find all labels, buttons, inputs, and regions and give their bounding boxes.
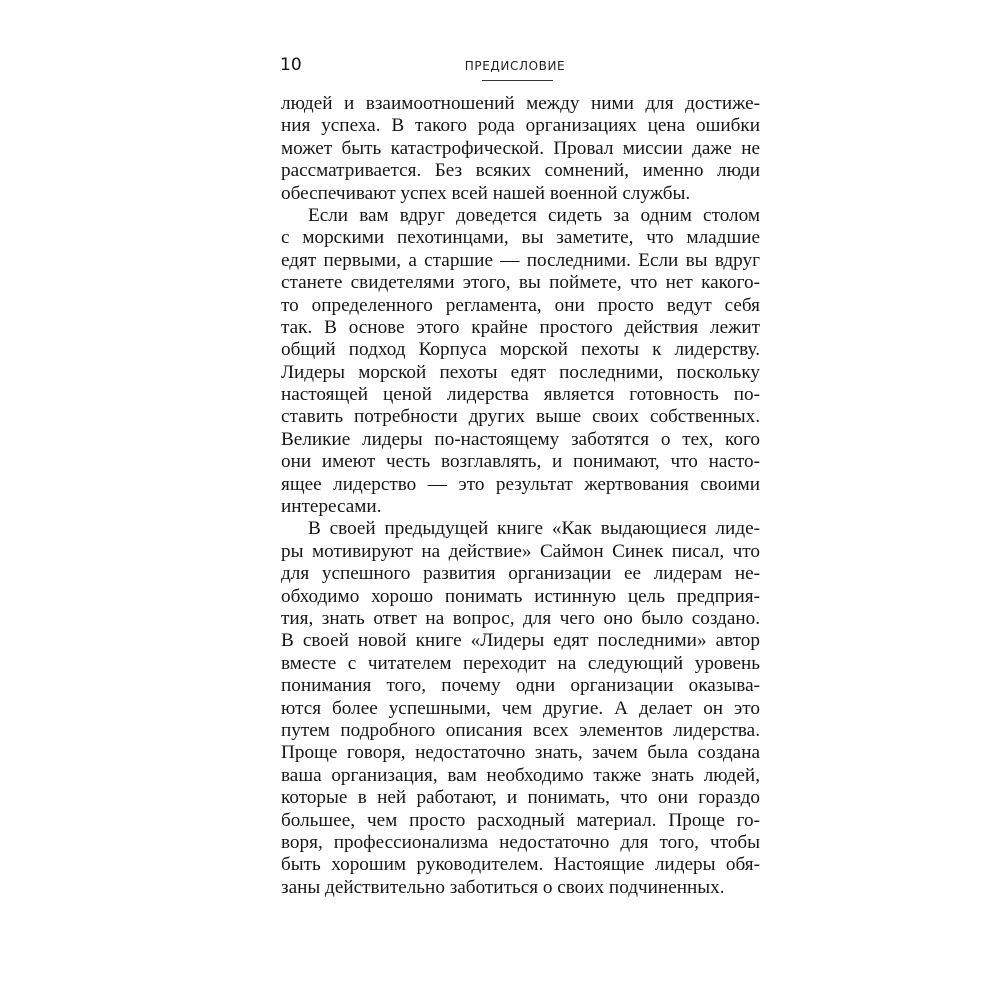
running-head: ПРЕДИСЛОВИЕ — [464, 59, 566, 73]
text-line: путем подробного описания всех элементов лидерства. — [281, 719, 760, 741]
text-line: ния успеха. В такого рода организациях цена ошибки — [281, 115, 760, 137]
text-line: обходимо хорошо понимать истинную цель предприя- — [281, 585, 760, 607]
text-line: понимания того, почему одни организации оказыва- — [281, 675, 760, 697]
text-line: Великие лидеры по-настоящему заботятся о тех, кого — [281, 428, 760, 450]
text-line: воря, профессионализма недостаточно для того, чтобы — [281, 831, 760, 853]
text-line: общий подход Корпуса морской пехоты к лидерству. — [281, 339, 760, 361]
text-line: людей и взаимоотношений между ними для достиже- — [281, 93, 760, 114]
text-line: вместе с читателем переходит на следующий уровень — [281, 652, 760, 674]
text-line: Если вам вдруг доведется сидеть за одним столом — [308, 204, 760, 226]
text-line: ры мотивируют на действие» Саймон Синек писал, что — [281, 540, 760, 562]
paragraph — [281, 205, 760, 518]
text-line: станете свидетелями этого, вы поймете, что нет какого- — [281, 272, 760, 294]
text-line: может быть катастрофической. Провал миссии даже не — [281, 137, 760, 159]
text-line: большее, чем просто расходный материал. Проще го- — [281, 809, 760, 831]
text-line: быть хорошим руководителем. Настоящие лидеры обя- — [281, 854, 760, 876]
text-line: ставить потребности других выше своих собственных. — [281, 406, 760, 428]
header-rule-divider — [482, 80, 553, 81]
text-line: так. В основе этого крайне простого действия лежит — [281, 316, 760, 338]
text-line: то определенного регламента, они просто ведут себя — [281, 294, 760, 316]
paragraph — [281, 518, 760, 899]
text-line: для успешного развития организации ее лидерам не- — [281, 563, 760, 585]
text-line: Проще говоря, недостаточно знать, зачем была создана — [281, 742, 760, 764]
text-line: ящее лидерство — это результат жертвования своими — [281, 473, 760, 495]
text-line: едят первыми, а старшие — последними. Если вы вдруг — [281, 249, 760, 271]
text-line: настоящей ценой лидерства является готовность по- — [281, 384, 760, 406]
text-line: обеспечивают успех всей нашей военной службы. — [281, 182, 691, 204]
text-line: которые в ней работают, и понимать, что они гораздо — [281, 787, 760, 809]
body-text — [281, 93, 760, 899]
text-line: заны действительно заботиться о своих подчиненных. — [281, 876, 725, 898]
paragraph — [281, 93, 760, 205]
text-line: тия, знать ответ на вопрос, для чего оно было создано. — [281, 607, 760, 629]
text-line: интересами. — [281, 496, 382, 518]
text-line: В своей новой книге «Лидеры едят последними» автор — [281, 630, 760, 652]
text-line: ются более успешными, чем другие. А делает он это — [281, 697, 760, 719]
text-line: Лидеры морской пехоты едят последними, поскольку — [281, 361, 760, 383]
text-line: они имеют честь возглавлять, и понимают, что насто- — [281, 451, 760, 473]
text-line: с морскими пехотинцами, вы заметите, что младшие — [281, 227, 760, 249]
text-line: В своей предыдущей книге «Как выдающиеся лиде- — [308, 518, 760, 540]
page-number: 10 — [280, 55, 302, 75]
text-line: рассматривается. Без всяких сомнений, именно люди — [281, 160, 760, 182]
text-line: ваша организация, вам необходимо также знать людей, — [281, 764, 760, 786]
